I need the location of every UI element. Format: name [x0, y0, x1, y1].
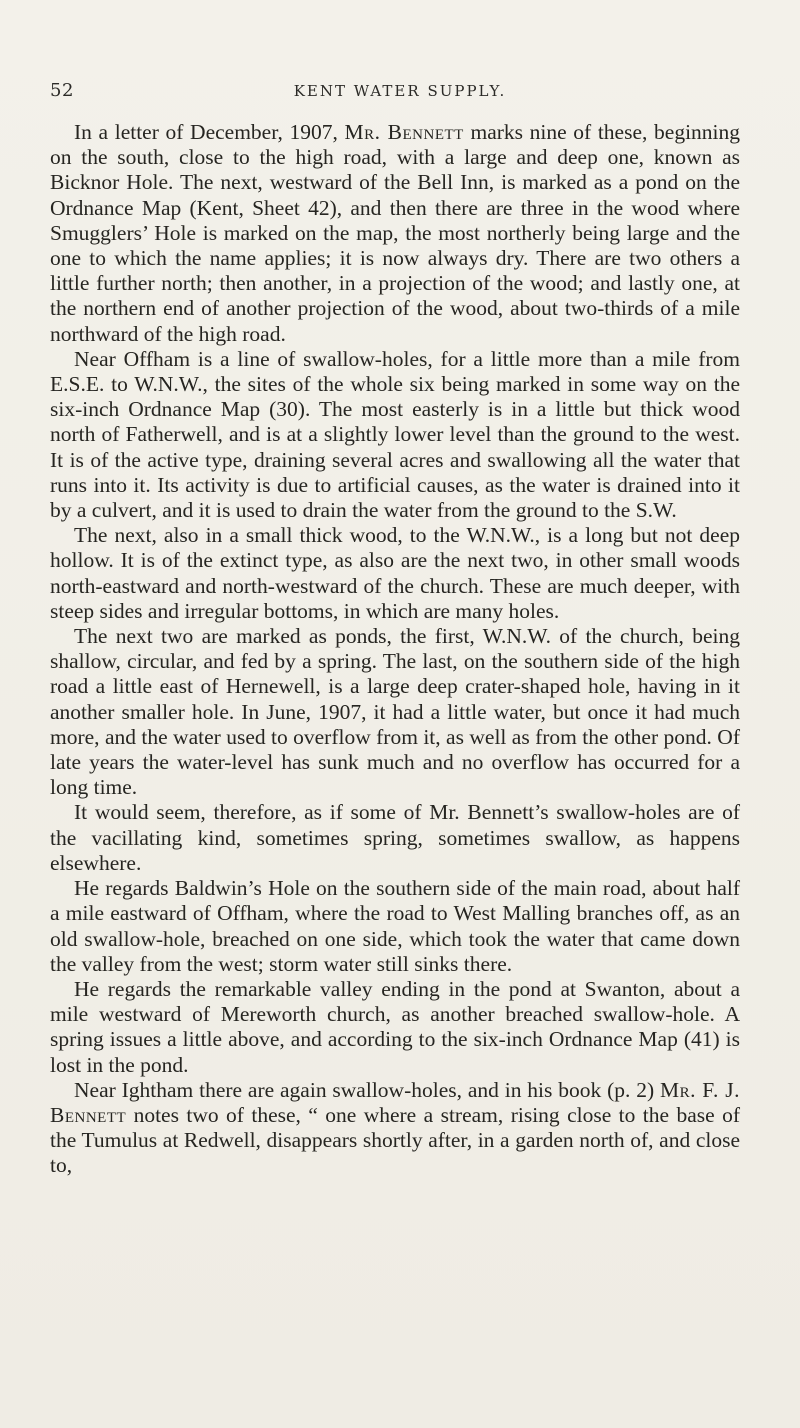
paragraph-text: marks nine of these, beginning on the south, close to the high road, with a large and deep one, known as Bicknor Hole. The next, westward of the Bell Inn, is marked as a pond on the Ordnance Map (Kent, Sheet 42), and then there are three in the wood where Smugglers’ Hole is marked on the map, the most northerly being large and the one to which the name applies; it is now always dry. There are two others a little further north; then another, in a projection of the wood; and lastly one, at the northern end of another projection of the wood, about two-thirds of a mile northward of the high road. [50, 120, 741, 346]
paragraph [50, 347, 740, 523]
paragraph-text: He regards the remarkable valley ending in the pond at Swanton, about a mile westward of Mereworth church, as another breached swallow-hole. A spring issues a little above, and according to the six-inch Ordnance Map (41) is lost in the pond. [50, 976, 740, 1077]
paragraph-text: The next two are marked as ponds, the first, W.N.W. of the church, being shallow, circular, and fed by a spring. The last, on the southern side of the high road a little east of Hernewell, is a large deep crater-shaped hole, having in it another smaller hole. In June, 1907, it had a little water, but once it had much more, and the water used to overflow from it, as well as from the other pond. Of late years the water-level has sunk much and no overflow has occurred for a long time. [50, 624, 740, 800]
paragraph-text: It would seem, therefore, as if some of Mr. Bennett’s swallow-holes are of the vacillating kind, sometimes spring, sometimes swallow, as happens elsewhere. [50, 800, 740, 875]
page-header [50, 80, 750, 110]
paragraph [50, 120, 740, 347]
paragraph [50, 1078, 740, 1179]
page-number: 52 [50, 80, 74, 101]
body-text [50, 120, 740, 1179]
paragraph [50, 800, 740, 876]
paragraph-text: Near Ightham there are again swallow-holes, and in his book (p. 2) [74, 1077, 660, 1102]
paragraph [50, 523, 740, 624]
running-title: KENT WATER SUPPLY. [293, 82, 507, 100]
paragraph [50, 977, 740, 1078]
paragraph-text: Near Offham is a line of swallow-holes, for a little more than a mile from E.S.E. to W.N.W., the sites of the whole six being marked in some way on the six-inch Ordnance Map (30). The most easterly is in a little but thick wood north of Fatherwell, and is at a slightly lower level than the ground to the west. It is of the active type, draining several acres and swallowing all the water that runs into it. Its activity is due to artificial causes, as the water is drained into it by a culvert, and it is used to drain the water from the ground to the S.W. [50, 346, 740, 523]
paragraph-text: The next, also in a small thick wood, to the W.N.W., is a long but not deep hollow. It is of the extinct type, as also are the next two, in other small woods north-eastward and north-westward of the church. These are much deeper, with steep sides and irregular bottoms, in which are many holes. [50, 523, 740, 623]
paragraph [50, 876, 740, 977]
author-name: Mr. Bennett [344, 120, 464, 144]
paragraph [50, 624, 740, 800]
author-name: Mr. F. J. Bennett [50, 1077, 740, 1127]
paragraph-text: notes two of these, “ one where a stream, rising close to the base of the Tumulus at Redwell, disappears shortly after, in a garden north of, and close to, [50, 1102, 740, 1178]
paragraph-text: In a letter of December, 1907, [74, 120, 345, 144]
paragraph-text: He regards Baldwin’s Hole on the southern side of the main road, about half a mile eastward of Offham, where the road to West Malling branches off, as an old swallow-hole, breached on one side, which took the water that came down the valley from the west; storm water still sinks there. [50, 876, 740, 976]
